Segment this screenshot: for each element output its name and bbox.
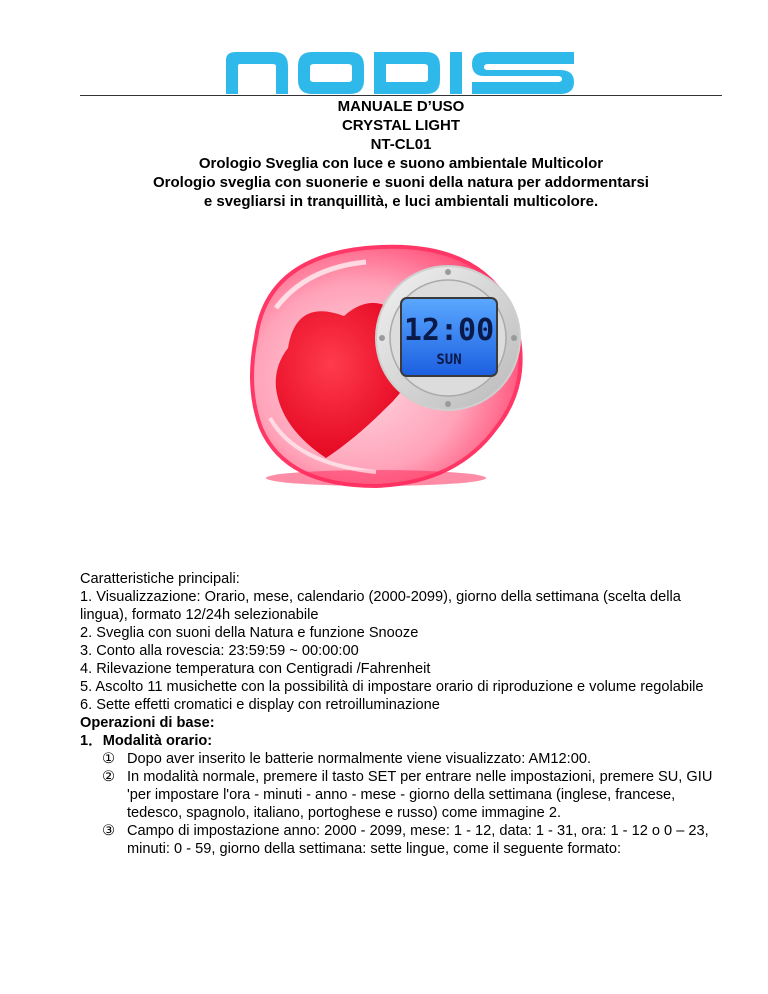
instruction-item — [80, 768, 732, 822]
step-marker: ① — [102, 751, 116, 767]
features-heading: Caratteristiche principali: — [80, 571, 240, 587]
feature-item: 3. Conto alla rovescia: 23:59:59 ~ 00:00:00 — [80, 643, 359, 659]
clock-time-display: 12:00 — [403, 313, 495, 348]
clock-day-display: SUN — [436, 352, 462, 368]
feature-item: 5. Ascolto 11 musichette con la possibilità di impostare orario di riproduzione e volume regolabile — [80, 679, 704, 695]
product-name: CRYSTAL LIGHT — [341, 117, 461, 134]
product-description-line-2: e svegliarsi in tranquillità, e luci ambientali multicolore. — [203, 193, 599, 210]
feature-item: 1. Visualizzazione: Orario, mese, calendario (2000-2099), giorno della settimana (scelta della lingua), formato 12/24h selezionabile — [80, 589, 681, 623]
feature-item: 4. Rilevazione temperatura con Centigradi /Fahrenheit — [80, 661, 431, 677]
instruction-text: In modalità normale, premere il tasto SET per entrare nelle impostazioni, premere SU, GIU 'per impostare l'ora - minuti - anno - mese - giorno della settimana (inglese, francese, tedesco, spagnolo, italiano, portoghese e russo) come immagine 2. — [127, 769, 713, 821]
feature-item: 2. Sveglia con suoni della Natura e funzione Snooze — [80, 625, 419, 641]
instruction-text: Dopo aver inserito le batterie normalmente viene visualizzato: AM12:00. — [127, 751, 591, 767]
instruction-list — [80, 750, 732, 858]
header-rule — [80, 95, 722, 96]
product-code: NT-CL01 — [370, 136, 432, 153]
operations-heading: Operazioni di base: — [80, 715, 215, 731]
instruction-item — [80, 750, 732, 768]
step-marker: ② — [102, 769, 116, 785]
document-title — [80, 97, 722, 211]
instruction-text: Campo di impostazione anno: 2000 - 2099, mese: 1 - 12, data: 1 - 31, ora: 1 - 12 o 0 – 23, minuti: 0 - 59, giorno della settimana: sette lingue, come il seguente formato: — [127, 823, 709, 857]
manual-body — [80, 570, 732, 858]
product-photo — [226, 228, 538, 490]
product-description-line-1: Orologio sveglia con suonerie e suoni della natura per addormentarsi — [153, 174, 649, 191]
section-title: 1．Modalità orario: — [80, 733, 213, 749]
manual-title: MANUALE D’USO — [337, 98, 465, 115]
step-marker: ③ — [102, 823, 116, 839]
instruction-item — [80, 822, 732, 858]
feature-item: 6. Sette effetti cromatici e display con retroilluminazione — [80, 697, 440, 713]
product-subtitle: Orologio Sveglia con luce e suono ambientale Multicolor — [198, 155, 604, 172]
nodis-logo — [226, 50, 574, 94]
